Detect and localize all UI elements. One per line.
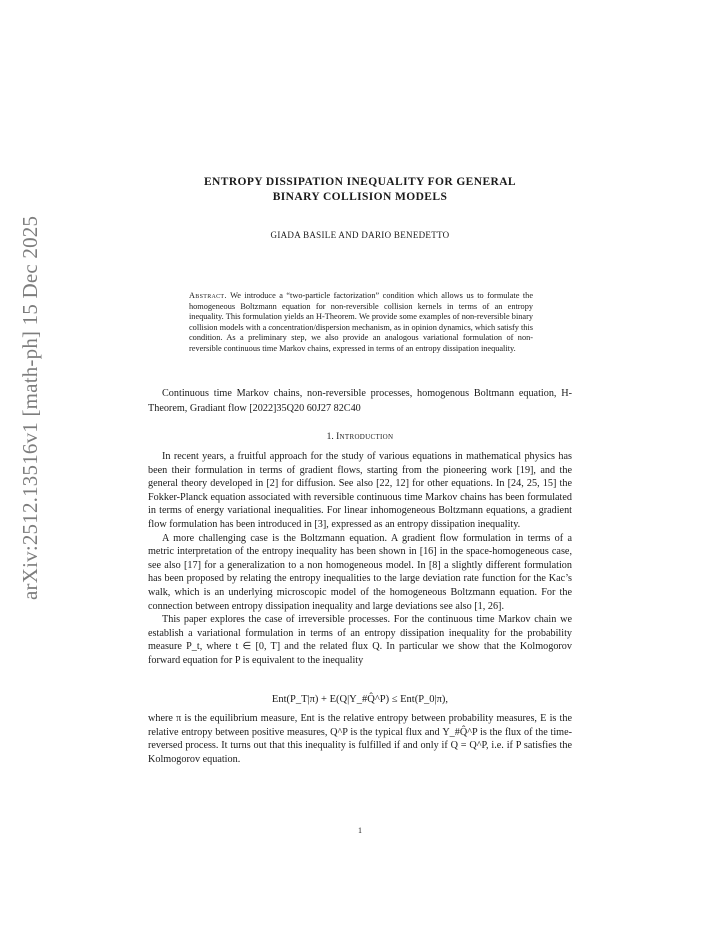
- abstract-heading: Abstract.: [189, 291, 227, 300]
- paper-authors: GIADA BASILE AND DARIO BENEDETTO: [270, 230, 450, 240]
- paragraph: In recent years, a fruitful approach for the study of various equations in mathematical physics has been their formulation in terms of gradient flows, starting from the pioneering work [19], and the general theory developed in [2] for diffusion. See also [22, 12] for other equations. In [24, 25, 15] the Fokker-Planck equation associated with reversible continuous time Markov chains has been formulated in terms of energy variational inequalities. For linear inhomogeneous Boltzmann equations, a gradient flow formulation has been introduced in [3], expressed as an entropy dissipation inequality.: [148, 451, 572, 530]
- section-number: 1.: [326, 432, 334, 442]
- paragraph: where π is the equilibrium measure, Ent is the relative entropy between probability measures, E is the relative entropy between positive measures, Q^P is the typical flux and Υ_#Q̂^P is the flux of the time-reversed process. It turns out that this inequality is fulfilled if and only if Q = Q^P, i.e. if P satisfies the Kolmogorov equation.: [148, 713, 572, 765]
- paragraph: A more challenging case is the Boltzmann equation. A gradient flow formulation in terms of a metric interpretation of the entropy inequality has been shown in [16] in the space-homogeneous case, see also [17] for a generalization to a non homogeneous model. In [8] a slightly different formulation has been proposed by relating the entropy inequalities to the large deviation rate function for the Kac’s walk, which is an underlying microscopic model of the homogeneous Boltzmann equation. For the connection between entropy dissipation inequality and large deviations see also [1, 26].: [148, 532, 572, 612]
- arxiv-identifier-stamp: arXiv:2512.13516v1 [math-ph] 15 Dec 2025: [18, 215, 42, 600]
- abstract-text: We introduce a “two-particle factorization” condition which allows us to formulate the homogeneous Boltzmann equation for non-reversible collision kernels in terms of an entropy inequality. This formulation yields an H-Theorem. We provide some examples of non-reversible binary collision models with a concentration/dispersion mechanism, as in opinion dynamics, which satisfy this condition. As a preliminary step, we also provide an analogous variational formulation of non-reversible continuous time Markov chains, expressed in terms of an entropy dissipation inequality.: [189, 291, 533, 353]
- section-title: Introduction: [336, 432, 394, 442]
- keywords-and-classification: Continuous time Markov chains, non-reversible processes, homogenous Boltmann equation, H-Theorem, Gradiant flow [2022]35Q20 60J27 82C40: [148, 388, 572, 414]
- introduction-body: [148, 450, 572, 668]
- title-line-1: ENTROPY DISSIPATION INEQUALITY FOR GENERAL: [203, 176, 516, 188]
- paper-title: [150, 175, 570, 205]
- title-line-2: BINARY COLLISION MODELS: [272, 191, 448, 203]
- section-heading: [150, 432, 570, 442]
- page-number: 1: [358, 826, 362, 835]
- post-equation-text: [148, 712, 572, 766]
- display-equation: Ent(P_T|π) + E(Q|Υ_#Q̂^P) ≤ Ent(P_0|π),: [271, 694, 449, 705]
- abstract: [189, 291, 533, 354]
- paragraph: This paper explores the case of irreversible processes. For the continuous time Markov chain we establish a variational formulation in terms of an entropy dissipation inequality for the probability measure P_t, where t ∈ [0, T] and the related flux Q. In particular we show that the Kolmogorov forward equation for P is equivalent to the inequality: [148, 614, 572, 666]
